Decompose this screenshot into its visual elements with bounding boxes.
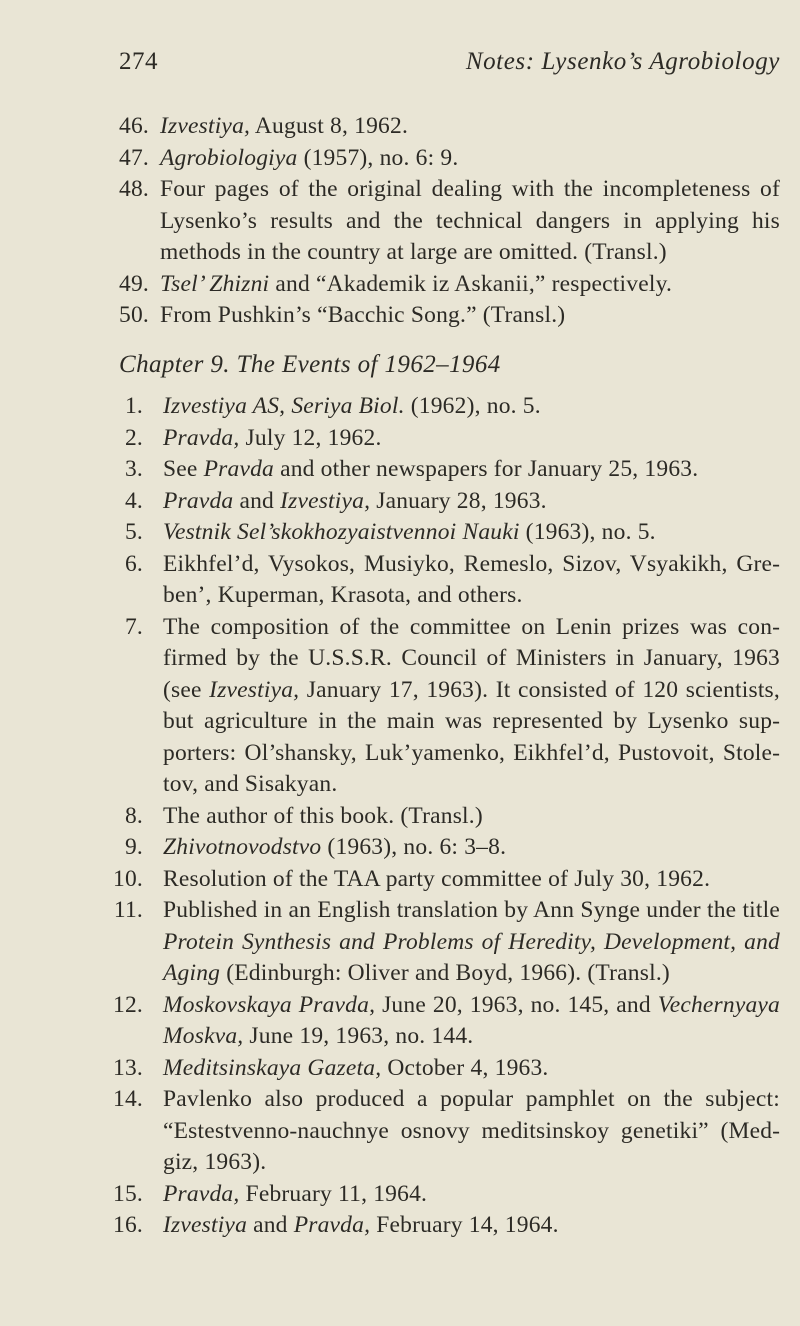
- note-text: [160, 143, 780, 175]
- note-item: [119, 517, 780, 549]
- note-title-italic: Izvestiya AS, Seriya Biol.: [163, 393, 405, 419]
- note-text: [163, 1084, 780, 1179]
- note-number: 46.: [119, 113, 149, 139]
- note-text-segment: (1963), no. 5.: [519, 519, 656, 545]
- note-text: [163, 990, 780, 1053]
- note-title-italic: Agrobiologiya: [160, 144, 298, 171]
- note-text-segment: and “Akademik iz Askanii,” respectively.: [269, 270, 673, 297]
- notes-list-previous-chapter: [119, 111, 780, 332]
- note-item: [119, 454, 780, 486]
- note-item: [113, 990, 780, 1053]
- note-text-segment: February 14, 1964.: [370, 1212, 559, 1238]
- note-number: 48.: [119, 176, 149, 202]
- note-text-segment: (1962), no. 5.: [404, 393, 541, 419]
- note-text-segment: and other newspapers for January 25, 1963.: [274, 456, 699, 482]
- note-number: 47.: [119, 144, 149, 171]
- note-title-italic: Pravda,: [163, 1180, 240, 1207]
- page-number: 274: [119, 48, 158, 75]
- note-item: [119, 549, 780, 612]
- note-text: [163, 391, 780, 423]
- note-text: [160, 174, 780, 269]
- note-title-italic: Izvestiya,: [160, 113, 251, 139]
- note-text-segment: Four pages of the original dealing with the incompleteness of Lysenko’s results and the technical dangers in applying his methods in the country at large are omitted. (Transl.): [160, 176, 780, 265]
- running-head: Notes: Lysenko’s Agrobiology: [465, 48, 780, 75]
- note-title-italic: Izvestiya: [163, 1212, 248, 1238]
- note-text: [160, 269, 780, 301]
- note-title-italic: Tsel’ Zhizni: [160, 270, 270, 297]
- note-text-segment: The author of this book. (Transl.): [163, 802, 483, 829]
- note-title-italic: Pravda: [203, 456, 274, 482]
- note-number: 8.: [124, 802, 143, 829]
- note-item: [113, 1053, 780, 1085]
- note-title-italic: Vechernyaya Moskva,: [163, 991, 780, 1049]
- note-text-segment: From Pushkin’s “Bacchic Song.” (Transl.): [160, 302, 566, 328]
- note-text: [163, 486, 780, 518]
- note-number: 9.: [124, 834, 143, 860]
- note-title-italic: Pravda,: [163, 424, 240, 451]
- notes-list-chapter-9: [113, 391, 780, 1242]
- note-item: [119, 486, 780, 518]
- note-title-italic: Vestnik Sel’skokhozyaistvennoi Nauki: [163, 519, 520, 545]
- note-item: [119, 143, 780, 175]
- note-number: 3.: [124, 456, 143, 482]
- note-text: [160, 111, 780, 143]
- note-number: 5.: [124, 519, 143, 545]
- note-item: [113, 864, 780, 896]
- note-text: [163, 864, 780, 896]
- note-text: [163, 895, 780, 990]
- note-text-segment: Resolution of the TAA party committee of July 30, 1962.: [163, 865, 711, 892]
- note-number: 49.: [119, 270, 149, 297]
- note-title-italic: Moskovskaya Pravda,: [163, 991, 376, 1018]
- note-number: 2.: [124, 424, 143, 451]
- note-item: [119, 174, 780, 269]
- note-text-segment: (1963), no. 6: 3–8.: [321, 834, 507, 860]
- note-text-segment: February 11, 1964.: [239, 1180, 428, 1207]
- note-text: [160, 300, 780, 332]
- note-text-segment: (1957), no. 6: 9.: [297, 144, 459, 171]
- note-item: [113, 895, 780, 990]
- note-number: 6.: [124, 550, 143, 577]
- note-title-italic: Zhivotnovodstvo: [163, 834, 322, 860]
- note-item: [113, 1210, 780, 1242]
- note-item: [119, 423, 780, 455]
- note-text: [163, 1179, 780, 1211]
- note-text: [163, 832, 780, 864]
- note-text-segment: Eikhfel’d, Vysokos, Musiyko, Remeslo, Sizov, Vsyakikh, Greben’, Kuperman, Krasota, and others.: [163, 550, 780, 608]
- note-item: [119, 391, 780, 423]
- note-text: [163, 1210, 780, 1242]
- note-text-segment: October 4, 1963.: [381, 1054, 549, 1081]
- note-text-segment: (Edinburgh: Oliver and Boyd, 1966). (Transl.): [220, 960, 670, 986]
- note-text-segment: July 12, 1962.: [239, 424, 382, 451]
- note-item: [119, 801, 780, 833]
- chapter-heading: Chapter 9. The Events of 1962–1964: [119, 351, 501, 378]
- note-number: 12.: [113, 991, 143, 1018]
- note-text-segment: June 19, 1963, no. 144.: [243, 1023, 474, 1049]
- note-text: [163, 1053, 780, 1085]
- note-title-italic: Meditsinskaya Gazeta,: [163, 1054, 382, 1081]
- note-item: [113, 1179, 780, 1211]
- note-number: 4.: [124, 487, 143, 514]
- note-number: 50.: [119, 302, 149, 328]
- note-item: [119, 300, 780, 332]
- note-text: [163, 517, 780, 549]
- note-text: [163, 454, 780, 486]
- note-item: [119, 269, 780, 301]
- note-title-italic: Protein Synthesis and Problems of Heredity, Development, and Aging: [163, 928, 780, 986]
- note-number: 7.: [124, 613, 143, 640]
- note-number: 10.: [113, 865, 143, 892]
- note-item: [119, 612, 780, 801]
- note-text-segment: See: [163, 456, 204, 482]
- note-title-italic: Pravda: [163, 487, 234, 514]
- note-number: 13.: [113, 1054, 143, 1081]
- note-text: [163, 549, 780, 612]
- note-text-segment: The composition of the committee on Lenin prizes was confirmed by the U.S.S.R. Council of Ministers in January, 1963 (see: [163, 613, 780, 703]
- note-number: 14.: [113, 1086, 143, 1112]
- note-number: 11.: [113, 897, 143, 923]
- note-text-segment: August 8, 1962.: [250, 113, 409, 139]
- note-text: [163, 423, 780, 455]
- note-text-segment: Pavlenko also produced a popular pamphlet on the subject: “Estestvenno-nauchnye osnovy meditsinskoy genetiki” (Medgiz, 1963).: [163, 1086, 780, 1175]
- note-item: [119, 832, 780, 864]
- note-title-italic: Izvestiya,: [209, 676, 300, 703]
- note-title-italic: Pravda,: [293, 1212, 371, 1238]
- note-number: 15.: [113, 1180, 143, 1207]
- note-item: [113, 1084, 780, 1179]
- page-header: [119, 48, 780, 88]
- note-text-segment: January 17, 1963). It consisted of 120 scientists, but agriculture in the main was represented by Lysenko supporters: Ol’shansky, Luk’yamenko, Eikhfel’d, Pustovoit, Stoletov, and Sisakyan.: [163, 676, 780, 797]
- note-title-italic: Izvestiya,: [280, 487, 371, 514]
- note-text-segment: and: [247, 1212, 294, 1238]
- note-item: [119, 111, 780, 143]
- note-text: [163, 801, 780, 833]
- note-number: 16.: [113, 1212, 143, 1238]
- note-text-segment: June 20, 1963, no. 145, and: [375, 991, 658, 1018]
- note-number: 1.: [124, 393, 143, 419]
- note-text: [163, 612, 780, 801]
- note-text-segment: Published in an English translation by Ann Synge under the title: [163, 897, 780, 923]
- note-text-segment: January 28, 1963.: [370, 487, 547, 514]
- note-text-segment: and: [233, 487, 281, 514]
